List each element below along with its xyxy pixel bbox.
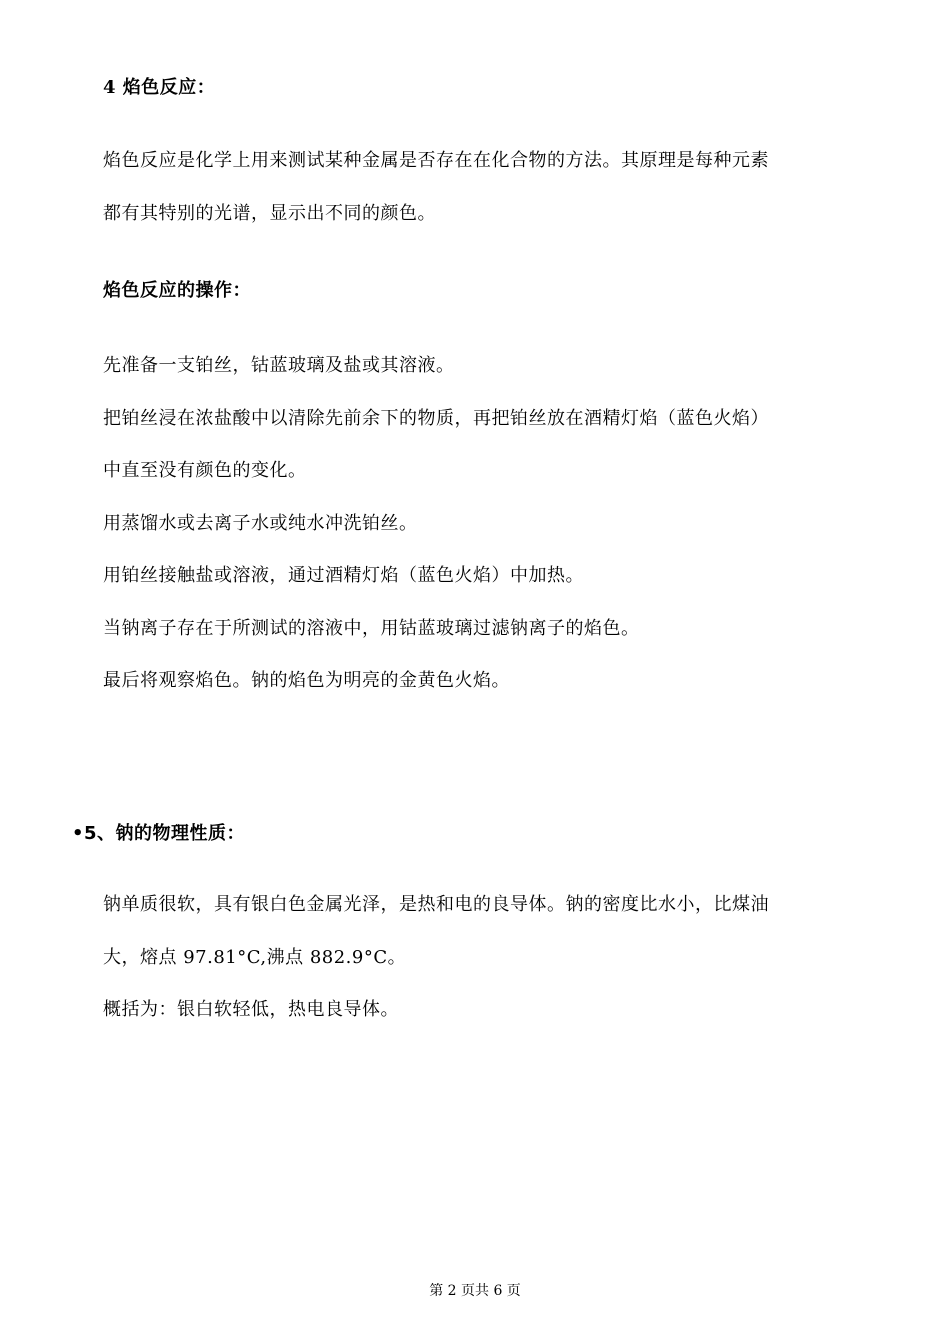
page-footer: 第 2 页共 6 页 xyxy=(429,1283,521,1299)
section-5-line-1: 钠单质很软，具有银白色金属光泽，是热和电的良导体。钠的密度比水小，比煤油 xyxy=(103,894,769,915)
operation-step-line-3: 中直至没有颜色的变化。 xyxy=(103,460,307,481)
section-5-line-3: 概括为：银白软轻低，热电良导体。 xyxy=(103,999,399,1020)
operation-step-line-2: 把铂丝浸在浓盐酸中以清除先前余下的物质，再把铂丝放在酒精灯焰（蓝色火焰） xyxy=(103,408,769,429)
operation-heading: 焰色反应的操作： xyxy=(103,280,251,301)
section-4-intro-line-1: 焰色反应是化学上用来测试某种金属是否存在在化合物的方法。其原理是每种元素 xyxy=(103,150,769,171)
operation-step-line-6: 当钠离子存在于所测试的溶液中，用钴蓝玻璃过滤钠离子的焰色。 xyxy=(103,618,640,639)
operation-step-line-7: 最后将观察焰色。钠的焰色为明亮的金黄色火焰。 xyxy=(103,670,510,691)
operation-step-line-1: 先准备一支铂丝，钴蓝玻璃及盐或其溶液。 xyxy=(103,355,455,376)
section-4-heading: 4 焰色反应： xyxy=(103,77,216,98)
section-5-heading: •5、钠的物理性质： xyxy=(72,823,246,844)
section-4-intro-line-2: 都有其特别的光谱，显示出不同的颜色。 xyxy=(103,203,436,224)
operation-step-line-5: 用铂丝接触盐或溶液，通过酒精灯焰（蓝色火焰）中加热。 xyxy=(103,565,584,586)
operation-step-line-4: 用蒸馏水或去离子水或纯水冲洗铂丝。 xyxy=(103,513,418,534)
section-5-line-2: 大，熔点 97.81°C,沸点 882.9°C。 xyxy=(103,947,407,968)
